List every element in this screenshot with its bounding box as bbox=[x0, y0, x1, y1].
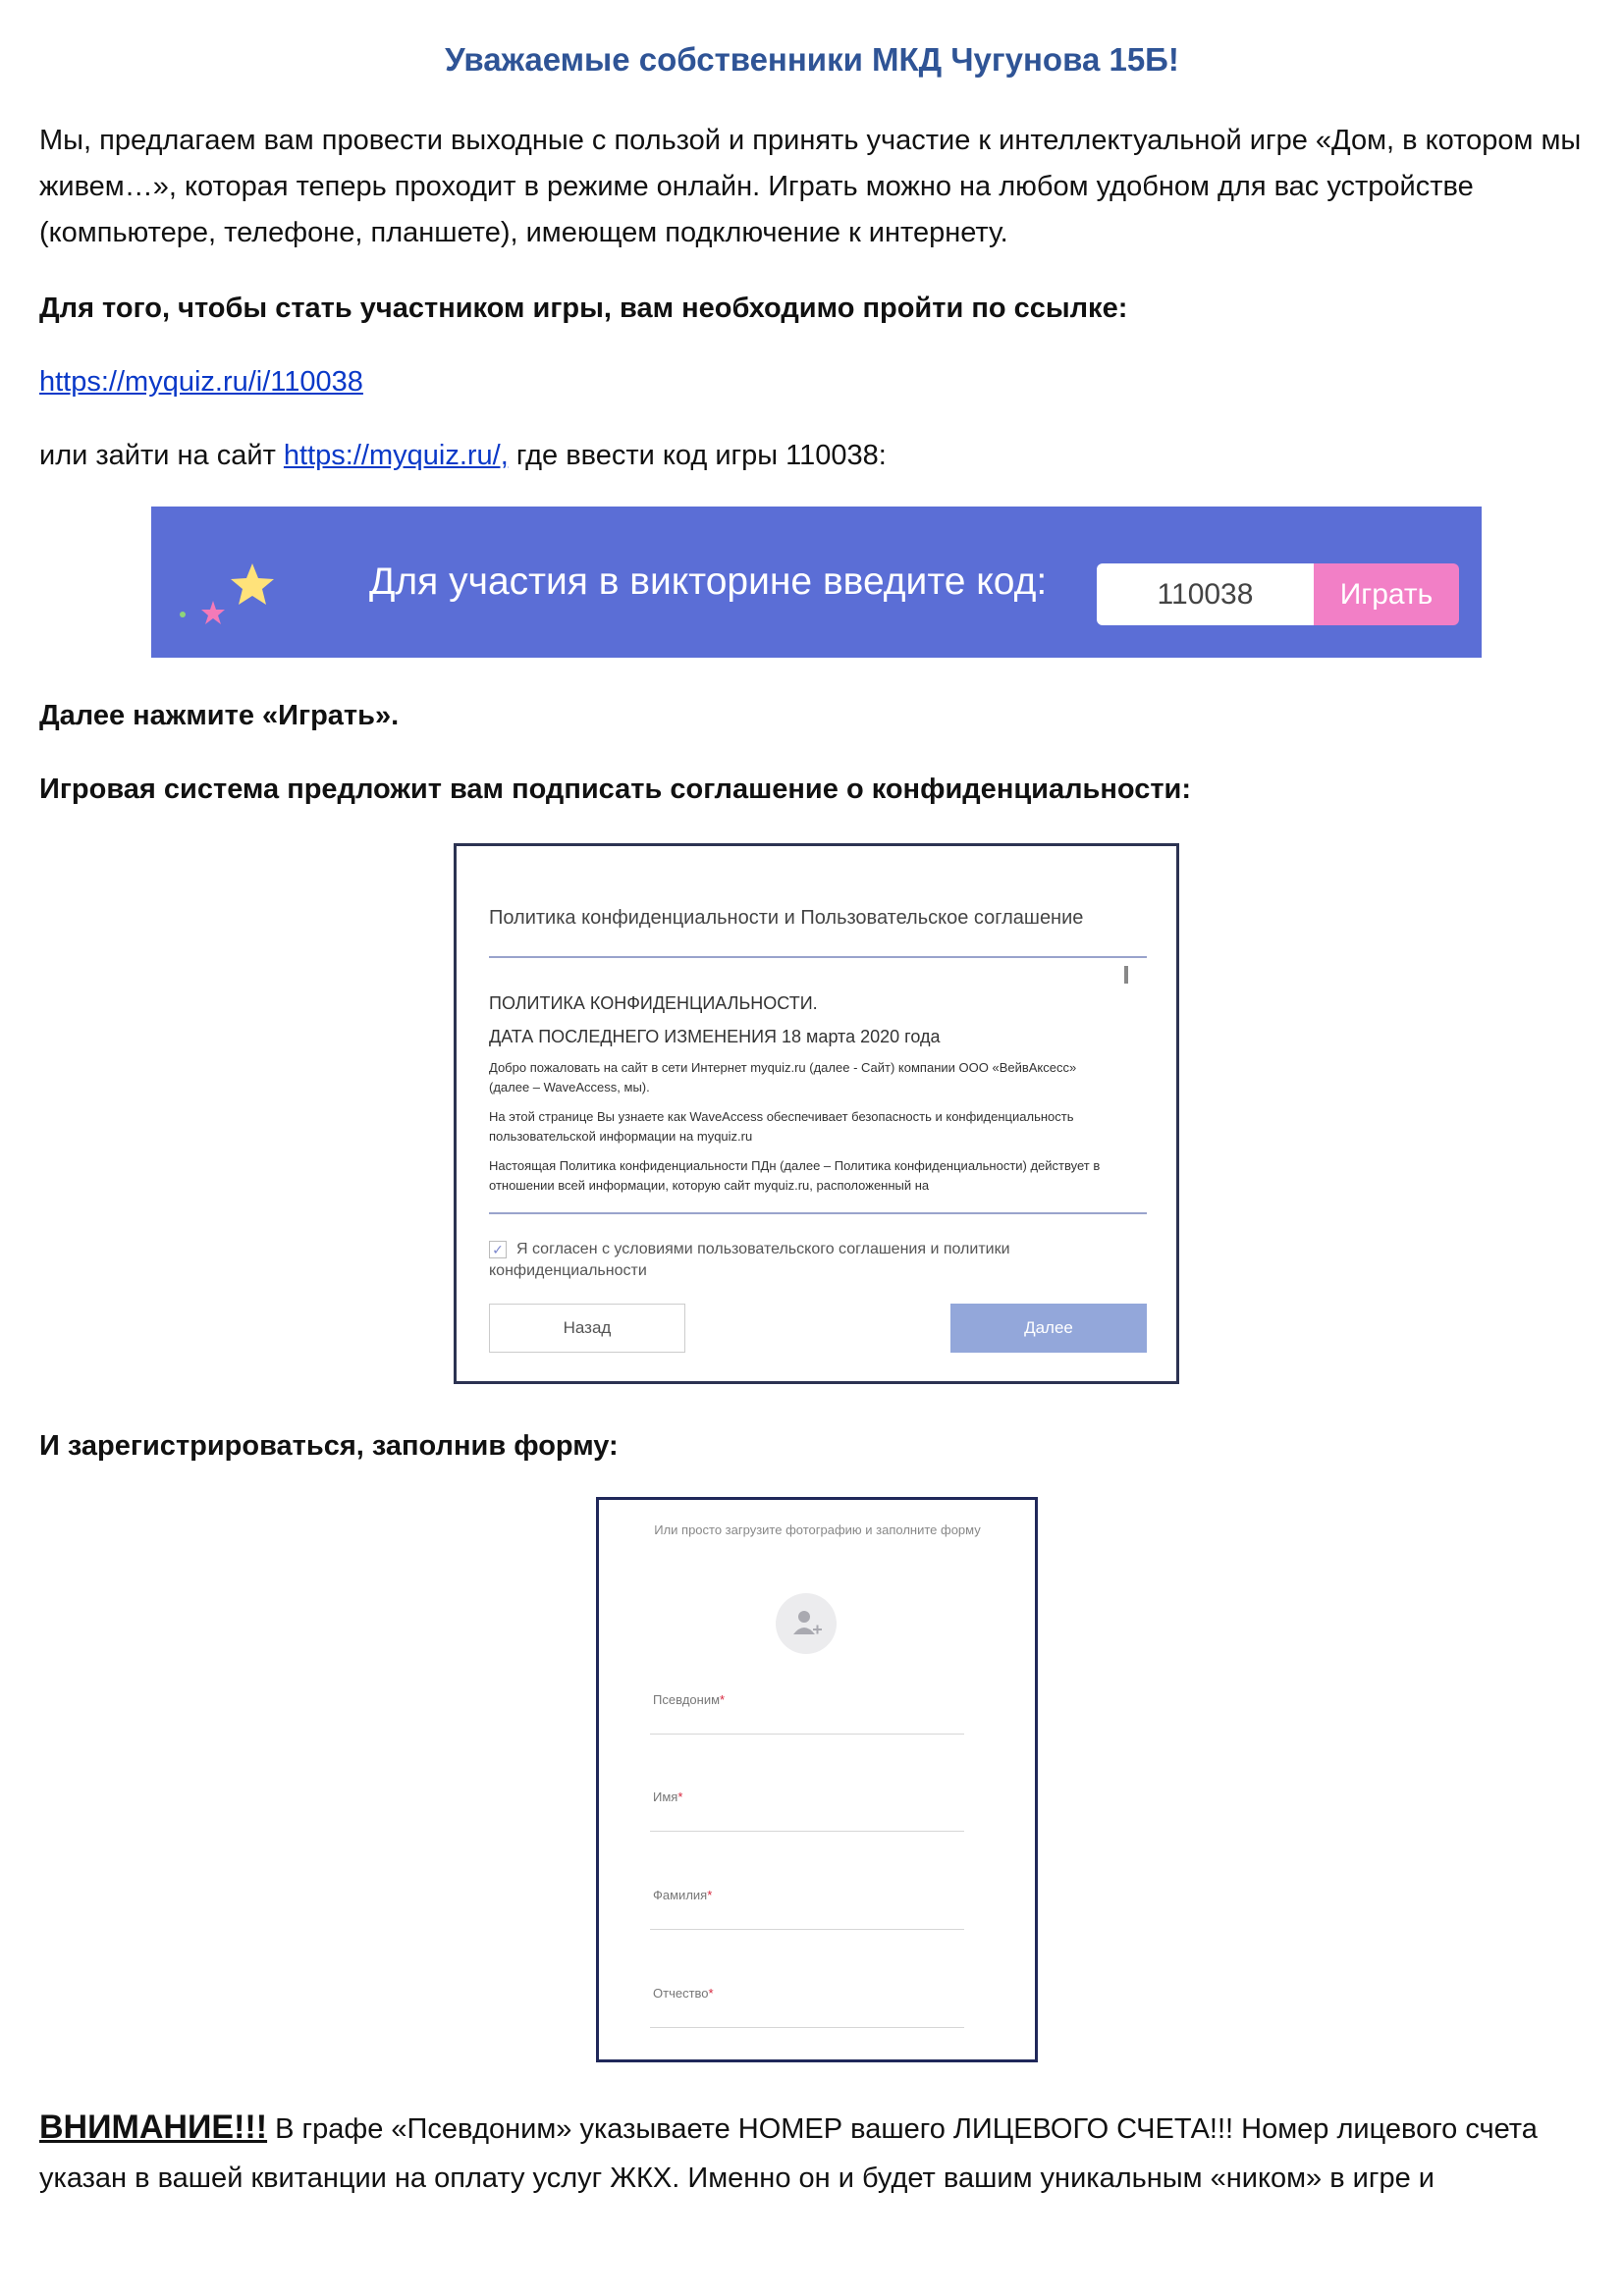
dialog-divider-bottom bbox=[489, 1212, 1147, 1214]
privacy-dialog-title: Политика конфиденциальности и Пользовательское соглашение bbox=[489, 907, 1084, 929]
policy-date: ДАТА ПОСЛЕДНЕГО ИЗМЕНЕНИЯ 18 марта 2020 года bbox=[489, 1027, 941, 1046]
policy-heading: ПОЛИТИКА КОНФИДЕНЦИАЛЬНОСТИ. bbox=[489, 993, 818, 1013]
patronymic-input[interactable] bbox=[650, 2027, 964, 2028]
press-play-instruction: Далее нажмите «Играть». bbox=[39, 700, 400, 731]
attention-label: ВНИМАНИЕ!!! bbox=[39, 2109, 268, 2146]
consent-label: Я согласен с условиями пользовательского соглашения и политики конфиденциальности bbox=[489, 1241, 1010, 1279]
pseudonym-input[interactable] bbox=[650, 1734, 964, 1735]
field-label-pseudonym: Псевдоним* bbox=[653, 1692, 726, 1707]
avatar-glyph bbox=[776, 1593, 837, 1654]
consent-checkbox[interactable]: ✓ bbox=[489, 1241, 507, 1258]
quiz-code-input[interactable]: 110038 bbox=[1097, 563, 1314, 625]
game-link[interactable]: https://myquiz.ru/i/110038 bbox=[39, 366, 363, 398]
attention-paragraph bbox=[39, 2103, 1600, 2203]
link-instruction: Для того, чтобы стать участником игры, вам необходимо пройти по ссылке: bbox=[39, 293, 1128, 324]
first-name-input[interactable] bbox=[650, 1831, 964, 1832]
agreement-instruction: Игровая система предложит вам подписать соглашение о конфиденциальности: bbox=[39, 774, 1192, 805]
policy-paragraph-3: Настоящая Политика конфиденциальности ПДн (далее – Политика конфиденциальности) действует в отношении всей информации, которую сайт myquiz.ru, расположенный на bbox=[489, 1158, 1101, 1193]
field-label-patronymic: Отчество* bbox=[653, 1986, 714, 2001]
site-line-prefix: или зайти на сайт bbox=[39, 440, 284, 471]
site-link[interactable]: https://myquiz.ru/, bbox=[283, 440, 509, 471]
page-title: Уважаемые собственники МКД Чугунова 15Б! bbox=[445, 41, 1179, 78]
privacy-dialog bbox=[454, 843, 1179, 1384]
quiz-code-banner bbox=[151, 507, 1482, 658]
play-button[interactable]: Играть bbox=[1314, 563, 1459, 625]
policy-paragraph-2: На этой странице Вы узнаете как WaveAccess обеспечивает безопасность и конфиденциальность пользовательской информации на myquiz.ru bbox=[489, 1109, 1074, 1144]
field-label-last-name: Фамилия* bbox=[653, 1888, 713, 1902]
field-label-first-name: Имя* bbox=[653, 1789, 683, 1804]
policy-paragraph-1: Добро пожаловать на сайт в сети Интернет myquiz.ru (далее - Сайт) компании ООО «ВейвАксесс» (далее – WaveAccess, мы). bbox=[489, 1060, 1077, 1095]
registration-form bbox=[596, 1497, 1038, 2062]
stars-icon bbox=[176, 556, 294, 644]
site-line bbox=[39, 433, 1600, 479]
last-name-input[interactable] bbox=[650, 1929, 964, 1930]
dialog-scrollbar[interactable] bbox=[1124, 966, 1128, 984]
site-line-suffix: где ввести код игры 110038: bbox=[508, 440, 887, 471]
form-hint: Или просто загрузите фотографию и заполните форму bbox=[654, 1522, 981, 1537]
next-button[interactable]: Далее bbox=[950, 1304, 1147, 1353]
dialog-divider-top bbox=[489, 956, 1147, 958]
banner-text: Для участия в викторине введите код: bbox=[369, 561, 1048, 603]
attention-text: В графе «Псевдоним» указываете НОМЕР вашего ЛИЦЕВОГО СЧЕТА!!! Номер лицевого счета указан в вашей квитанции на оплату услуг ЖКХ. Именно он и будет вашим уникальным «ником» в игре и bbox=[39, 2113, 1538, 2194]
add-user-icon[interactable] bbox=[776, 1593, 837, 1654]
game-link-line bbox=[39, 359, 1600, 405]
intro-paragraph: Мы, предлагаем вам провести выходные с пользой и принять участие к интеллектуальной игре «Дом, в котором мы живем…», которая теперь проходит в режиме онлайн. Играть можно на любом удобном для вас устройстве (компьютере, телефоне, планшете), имеющем подключение к интернету. bbox=[39, 125, 1582, 248]
register-instruction: И зарегистрироваться, заполнив форму: bbox=[39, 1430, 619, 1462]
consent-row bbox=[489, 1239, 1090, 1282]
back-button[interactable]: Назад bbox=[489, 1304, 685, 1353]
